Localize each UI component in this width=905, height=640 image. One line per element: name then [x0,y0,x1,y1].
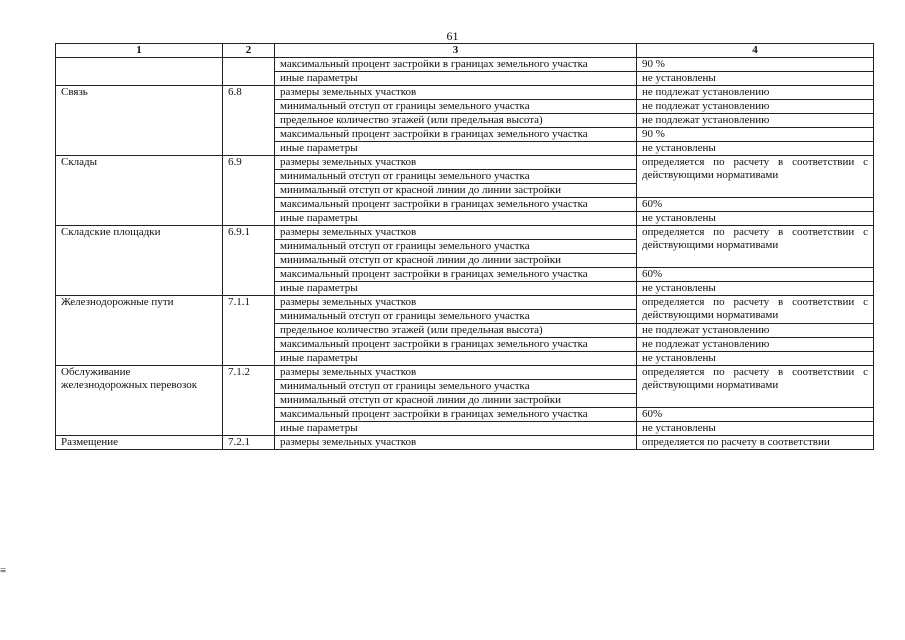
value-cell: не подлежат установлению [637,114,874,128]
value-cell: не подлежат установлению [637,338,874,352]
page-number: 61 [446,29,459,43]
param-cell: предельное количество этажей (или предельная высота) [275,114,637,128]
use-code-cell: 6.8 [223,86,275,156]
value-cell: 60% [637,408,874,422]
param-cell: предельное количество этажей (или предельная высота) [275,324,637,338]
param-cell: размеры земельных участков [275,86,637,100]
column-header: 1 [56,44,223,58]
value-cell: не подлежат установлению [637,100,874,114]
column-header: 4 [637,44,874,58]
value-cell: не установлены [637,72,874,86]
param-cell: иные параметры [275,142,637,156]
param-cell: максимальный процент застройки в границах земельного участка [275,268,637,282]
use-code-cell [223,58,275,86]
use-code-cell: 6.9 [223,156,275,226]
value-cell: 60% [637,268,874,282]
param-cell: иные параметры [275,212,637,226]
table-row [56,226,874,240]
value-cell: 90 % [637,58,874,72]
param-cell: минимальный отступ от границы земельного участка [275,170,637,184]
param-cell: размеры земельных участков [275,226,637,240]
table-row [56,296,874,310]
param-cell: размеры земельных участков [275,156,637,170]
merged-value-cell: определяется по расчету в соответствии с действующими нормативами [637,156,874,198]
value-cell: не установлены [637,212,874,226]
use-name-cell [56,58,223,86]
value-cell: не установлены [637,282,874,296]
table-row [56,436,874,450]
param-cell: иные параметры [275,352,637,366]
use-name-cell: Склады [56,156,223,226]
use-name-cell: Размещение [56,436,223,450]
param-cell: размеры земельных участков [275,296,637,310]
param-cell: максимальный процент застройки в границах земельного участка [275,338,637,352]
value-cell: не установлены [637,352,874,366]
param-cell: максимальный процент застройки в границах земельного участка [275,58,637,72]
use-name-cell: Железнодорожные пути [56,296,223,366]
value-cell: не установлены [637,142,874,156]
param-cell: минимальный отступ от границы земельного участка [275,100,637,114]
param-cell: размеры земельных участков [275,436,637,450]
param-cell: минимальный отступ от красной линии до линии застройки [275,254,637,268]
param-cell: максимальный процент застройки в границах земельного участка [275,198,637,212]
use-name-cell: Складские площадки [56,226,223,296]
param-cell: минимальный отступ от границы земельного участка [275,240,637,254]
param-cell: иные параметры [275,422,637,436]
param-cell: минимальный отступ от красной линии до линии застройки [275,184,637,198]
use-name-cell: Связь [56,86,223,156]
param-cell: максимальный процент застройки в границах земельного участка [275,128,637,142]
param-cell: минимальный отступ от границы земельного участка [275,380,637,394]
column-header: 3 [275,44,637,58]
table-row [56,156,874,170]
value-cell: определяется по расчету в соответствии [637,436,874,450]
column-header: 2 [223,44,275,58]
value-cell: 60% [637,198,874,212]
table-row [56,86,874,100]
use-code-cell: 6.9.1 [223,226,275,296]
param-cell: иные параметры [275,282,637,296]
merged-value-cell: определяется по расчету в соответствии с действующими нормативами [637,296,874,324]
value-cell: не подлежат установлению [637,86,874,100]
param-cell: иные параметры [275,72,637,86]
use-code-cell: 7.1.2 [223,366,275,436]
table-row [56,366,874,380]
margin-mark: ≡ [0,565,7,577]
value-cell: не установлены [637,422,874,436]
param-cell: максимальный процент застройки в границах земельного участка [275,408,637,422]
value-cell: не подлежат установлению [637,324,874,338]
value-cell: 90 % [637,128,874,142]
table-row [56,58,874,72]
param-cell: минимальный отступ от границы земельного участка [275,310,637,324]
header-row [56,44,874,58]
param-cell: размеры земельных участков [275,366,637,380]
merged-value-cell: определяется по расчету в соответствии с действующими нормативами [637,366,874,408]
use-name-cell: Обслуживание железнодорожных перевозок [56,366,223,436]
regulations-table [55,43,874,450]
param-cell: минимальный отступ от красной линии до линии застройки [275,394,637,408]
use-code-cell: 7.2.1 [223,436,275,450]
merged-value-cell: определяется по расчету в соответствии с действующими нормативами [637,226,874,268]
use-code-cell: 7.1.1 [223,296,275,366]
